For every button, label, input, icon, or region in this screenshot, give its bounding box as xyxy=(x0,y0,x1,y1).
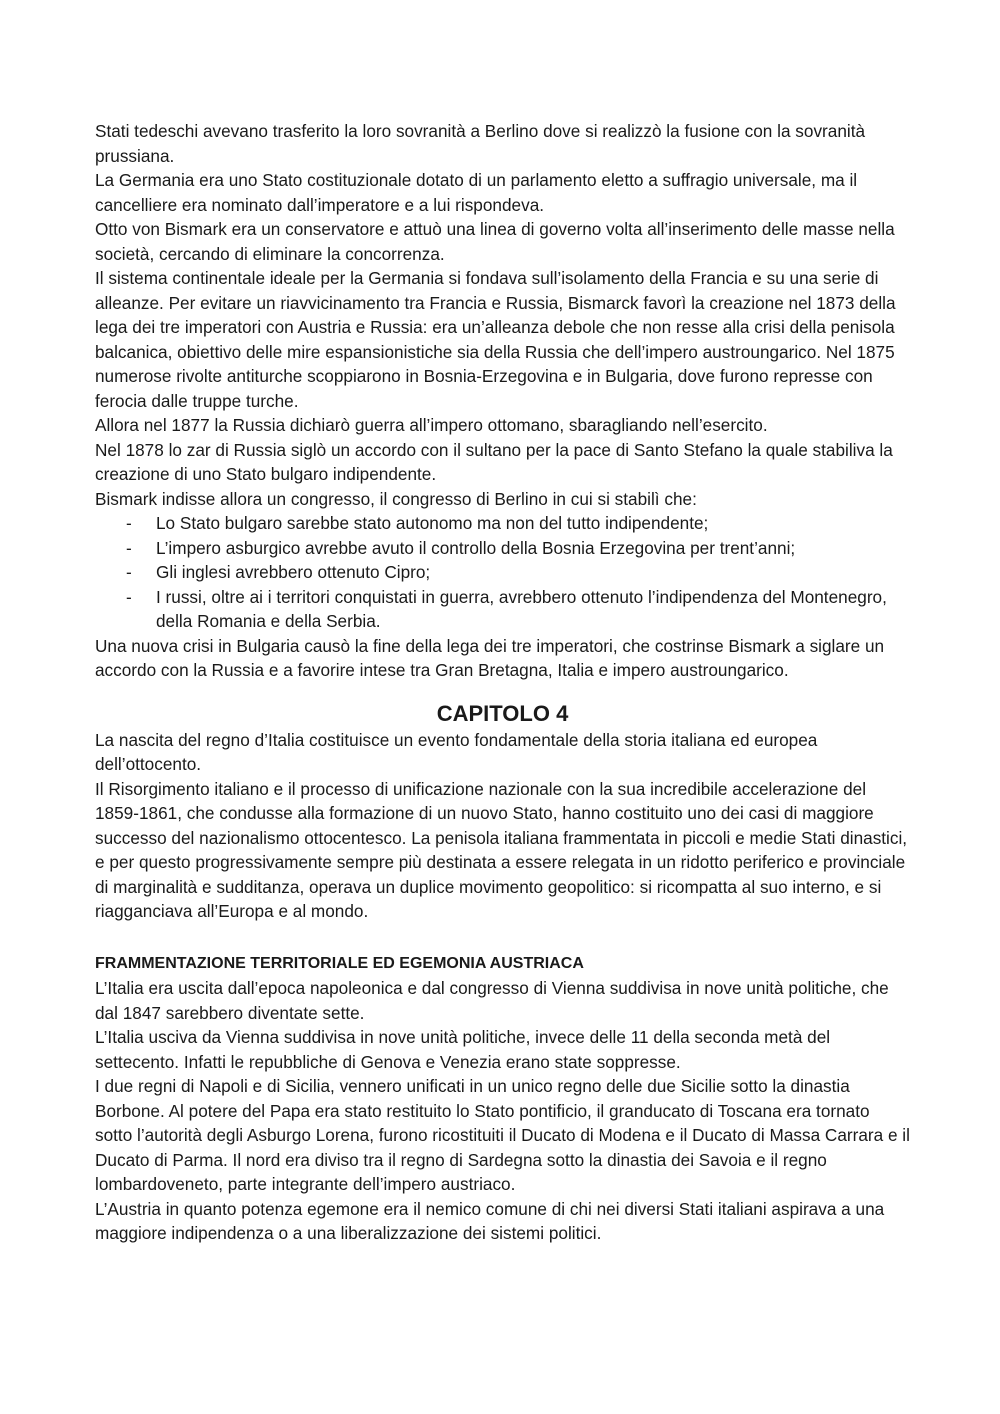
paragraph: Una nuova crisi in Bulgaria causò la fine della lega dei tre imperatori, che costrinse Bismark a siglare un accordo con la Russia e a favorire intese tra Gran Bretagna, Italia e impero austroungarico. xyxy=(95,635,885,680)
list-item xyxy=(95,585,910,634)
paragraph: Otto von Bismark era un conservatore e attuò una linea di governo volta all’inserimento delle masse nella società, cercando di eliminare la concorrenza. xyxy=(95,219,895,264)
list-item-text: Lo Stato bulgaro sarebbe stato autonomo ma non del tutto indipendente; xyxy=(156,513,709,533)
bullet-dash: - xyxy=(126,537,132,558)
paragraph: L’Italia usciva da Vienna suddivisa in nove unità politiche, invece delle 11 della seconda metà del settecento. Infatti le repubbliche di Genova e Venezia erano state soppresse. xyxy=(95,1027,831,1072)
bullet-dash: - xyxy=(126,513,132,533)
paragraph: Il sistema continentale ideale per la Germania si fondava sull’isolamento della Francia e su una serie di alleanze. Per evitare un riavvicinamento tra Francia e Russia, Bismarck favorì la creazione nel 1873 della lega dei tre imperatori con Austria e Russia: era un’alleanza debole che non resse alla crisi della penisola balcanica, obiettivo delle mire espansionistiche sia della Russia che dell’impero austroungarico. Nel 1875 numerose rivolte antiturche scoppiarono in Bosnia-Erzegovina e in Bulgaria, dove furono represse con ferocia dalle truppe turche. xyxy=(95,268,896,411)
list-item-text: Gli inglesi avrebbero ottenuto Cipro; xyxy=(156,562,431,582)
paragraph: Nel 1878 lo zar di Russia siglò un accordo con il sultano per la pace di Santo Stefano la quale stabiliva la creazione di uno Stato bulgaro indipendente. xyxy=(95,439,893,484)
list-item-text: L’impero asburgico avrebbe avuto il controllo della Bosnia Erzegovina per trent’anni; xyxy=(156,537,796,558)
list-item xyxy=(95,536,910,561)
paragraph: I due regni di Napoli e di Sicilia, vennero unificati in un unico regno delle due Sicilie sotto la dinastia Borbone. Al potere del Papa era stato restituito lo Stato pontificio, il granducato di Toscana era tornato sotto l’autorità degli Asburgo Lorena, furono ricostituiti il Ducato di Modena e il Ducato di Massa Carrara e il Ducato di Parma. Il nord era diviso tra il regno di Sardegna sotto la dinastia dei Savoia e il regno lombardoveneto, parte integrante dell’impero austriaco. xyxy=(95,1076,910,1194)
paragraph: Allora nel 1877 la Russia dichiarò guerra all’impero ottomano, sbaragliando nell’esercito. xyxy=(95,415,768,435)
bullet-list xyxy=(95,511,910,634)
bullet-dash: - xyxy=(126,562,132,582)
paragraph: La Germania era uno Stato costituzionale dotato di un parlamento eletto a suffragio universale, ma il cancelliere era nominato dall’imperatore e a lui rispondeva. xyxy=(95,170,858,215)
list-item-text: I russi, oltre ai i territori conquistati in guerra, avrebbero ottenuto l’indipendenza del Montenegro, della Romania e della Serbia. xyxy=(156,586,887,631)
chapter-title: CAPITOLO 4 xyxy=(436,700,569,726)
paragraph: L’Austria in quanto potenza egemone era il nemico comune di chi nei diversi Stati italiani aspirava a una maggiore indipendenza o a una liberalizzazione dei sistemi politici. xyxy=(95,1198,885,1243)
section-heading: FRAMMENTAZIONE TERRITORIALE ED EGEMONIA AUSTRIACA xyxy=(95,954,584,972)
paragraph: Il Risorgimento italiano e il processo di unificazione nazionale con la sua incredibile accelerazione del 1859-1861, che condusse alla formazione di un nuovo Stato, hanno costituito uno dei casi di maggiore successo del nazionalismo ottocentesco. La penisola italiana frammentata in piccoli e medie Stati dinastici, e per questo progressivamente sempre più destinata a essere relegata in un ridotto periferico e provinciale di marginalità e sudditanza, operava un duplice movimento geopolitico: si ricompatta al suo interno, e si riagganciava all’Europa e al mondo. xyxy=(95,778,908,921)
document-page xyxy=(95,119,910,1246)
bullet-dash: - xyxy=(126,586,132,607)
paragraph: Stati tedeschi avevano trasferito la loro sovranità a Berlino dove si realizzò la fusione con la sovranità prussiana. xyxy=(95,121,866,166)
list-item xyxy=(95,560,910,585)
paragraph: La nascita del regno d’Italia costituisce un evento fondamentale della storia italiana ed europea dell’ottocento. xyxy=(95,729,818,774)
list-item xyxy=(95,511,910,536)
paragraph: Bismark indisse allora un congresso, il congresso di Berlino in cui si stabilì che: xyxy=(95,488,697,509)
paragraph: L’Italia era uscita dall’epoca napoleonica e dal congresso di Vienna suddivisa in nove unità politiche, che dal 1847 sarebbero diventate sette. xyxy=(95,978,889,1023)
